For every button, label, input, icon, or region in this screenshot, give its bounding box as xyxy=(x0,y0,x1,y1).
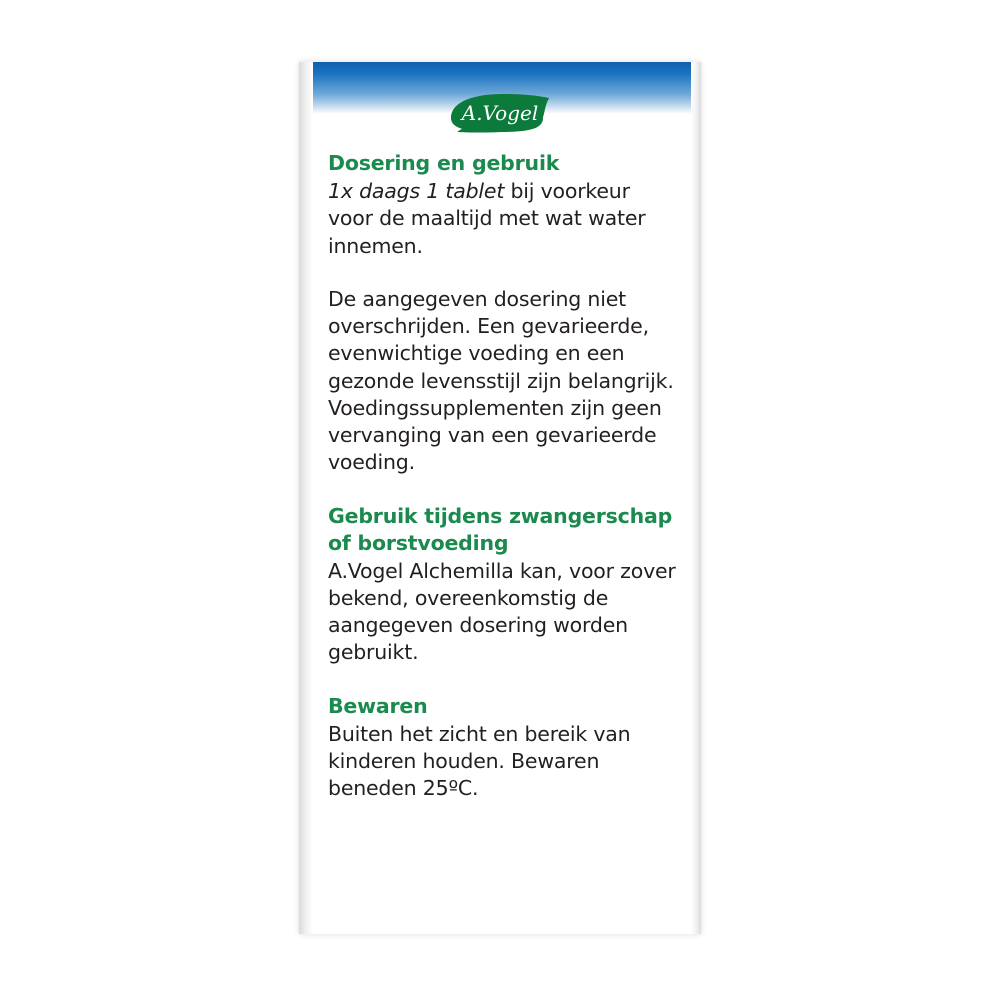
package-right-fold xyxy=(691,62,701,934)
section-bewaren-heading: Bewaren xyxy=(328,693,428,718)
section-dosering-heading: Dosering en gebruik xyxy=(328,151,560,175)
section-bewaren xyxy=(328,693,676,803)
section-dosering-lead xyxy=(328,178,676,260)
package-text-column xyxy=(328,150,676,828)
product-package xyxy=(299,62,701,934)
brand-logo xyxy=(447,92,553,134)
dosering-lead-italic: 1x daags 1 tablet xyxy=(328,179,505,204)
brand-name: A.Vogel xyxy=(461,101,539,125)
section-dosering xyxy=(328,150,676,260)
section-bewaren-paragraph: Buiten het zicht en bereik van kinderen houden. Bewaren beneden 25ºC. xyxy=(328,721,631,801)
section-zwangerschap xyxy=(328,503,676,667)
section-dosering-note xyxy=(328,286,676,477)
package-left-fold xyxy=(299,62,313,934)
section-dosering-paragraph: De aangegeven dosering niet overschrijden. Een gevarieerde, evenwichtige voeding en een gezonde levensstijl zijn belangrijk. Voedingssupplementen zijn geen vervanging van een gevarieerde voeding. xyxy=(328,286,674,475)
section-zwangerschap-heading: Gebruik tijdens zwangerschap of borstvoeding xyxy=(328,503,673,555)
dosering-lead-rest: bij voorkeur voor de maaltijd met wat water innemen. xyxy=(328,179,646,258)
section-zwangerschap-paragraph: A.Vogel Alchemilla kan, voor zover bekend, overeenkomstig de aangegeven dosering worden gebruikt. xyxy=(328,558,676,665)
